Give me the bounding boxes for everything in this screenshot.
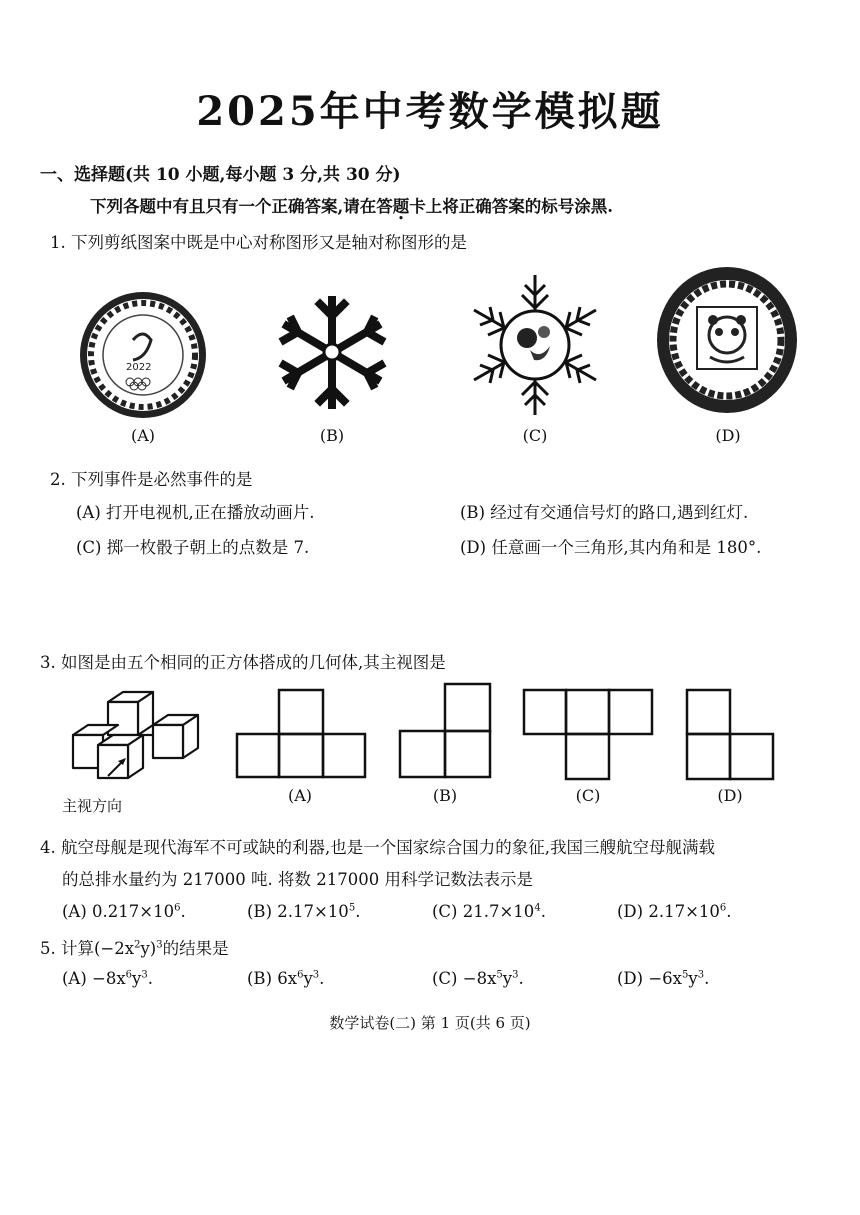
q1-label-d: (D) [715, 426, 741, 445]
q1-label-c: (C) [522, 426, 548, 445]
q3-option-a-figure [235, 688, 367, 780]
q4-option-b: (B) $2.17\times 10^5$. [247, 902, 361, 921]
q3-label-d: (D) [717, 786, 743, 805]
q4-option-a: (A) $0.217\times 10^6$. [62, 902, 186, 921]
q3-label-b: (B) [432, 786, 458, 805]
question-1-stem: 1. 下列剪纸图案中既是中心对称图形又是轴对称图形的是 [50, 233, 467, 252]
papercut-figure-d [655, 265, 800, 415]
svg-text:2022: 2022 [126, 362, 152, 373]
papercut-figure-b [270, 290, 395, 415]
papercut-figure-c [460, 270, 610, 420]
question-4-stem-line2: 的总排水量约为 217000 吨. 将数 217000 用科学记数法表示是 [62, 870, 533, 889]
q3-label-a: (A) [287, 786, 313, 805]
q2-option-b: (B) 经过有交通信号灯的路口,遇到红灯. [460, 503, 749, 522]
view-direction-label: 主视方向 [62, 797, 123, 815]
q5-option-d: $(D) -6x^5y^3$. [617, 969, 710, 988]
q2-option-d: (D) 任意画一个三角形,其内角和是 180°. [460, 538, 762, 557]
q1-label-a: (A) [130, 426, 156, 445]
q2-option-c: (C) 掷一枚骰子朝上的点数是 7. [76, 538, 310, 557]
emphasis-answer-sheet: 答题卡 [376, 197, 426, 216]
page-footer: 数学试卷(二) 第 1 页(共 6 页) [329, 1014, 531, 1032]
q3-label-c: (C) [575, 786, 601, 805]
q2-option-a: (A) 打开电视机,正在播放动画片. [76, 503, 315, 522]
q3-cube-solid [68, 690, 203, 785]
page-title: 2025年中考数学模拟题 [196, 88, 664, 135]
question-5-stem: 5. 计算$(-2x^2y)^3$的结果是 [40, 939, 229, 958]
q3-option-c-figure [522, 688, 654, 782]
q4-option-d: (D) $2.17\times 10^6$. [617, 902, 732, 921]
q3-option-d-figure [685, 688, 775, 782]
q3-option-b-figure [398, 682, 492, 780]
question-4-stem-line1: 4. 航空母舰是现代海军不可或缺的利器,也是一个国家综合国力的象征,我国三艘航空母舰满载 [40, 838, 715, 857]
section-heading: 一、选择题(共 10 小题,每小题 3 分,共 30 分) [40, 165, 401, 185]
question-2-stem: 2. 下列事件是必然事件的是 [50, 470, 253, 489]
question-3-stem: 3. 如图是由五个相同的正方体搭成的几何体,其主视图是 [40, 653, 446, 672]
q5-option-c: $(C) -8x^5y^3$. [432, 969, 524, 988]
section-instruction: 下列各题中有且只有一个正确答案,请在答题卡上将正确答案的标号涂黑. [90, 197, 613, 216]
q4-option-c: (C) $21.7\times 10^4$. [432, 902, 546, 921]
q1-label-b: (B) [319, 426, 345, 445]
q5-option-b: (B) $6x^6y^3$. [247, 969, 325, 988]
q5-option-a: $(A) -8x^6y^3$. [62, 969, 153, 988]
papercut-figure-a [78, 290, 208, 420]
